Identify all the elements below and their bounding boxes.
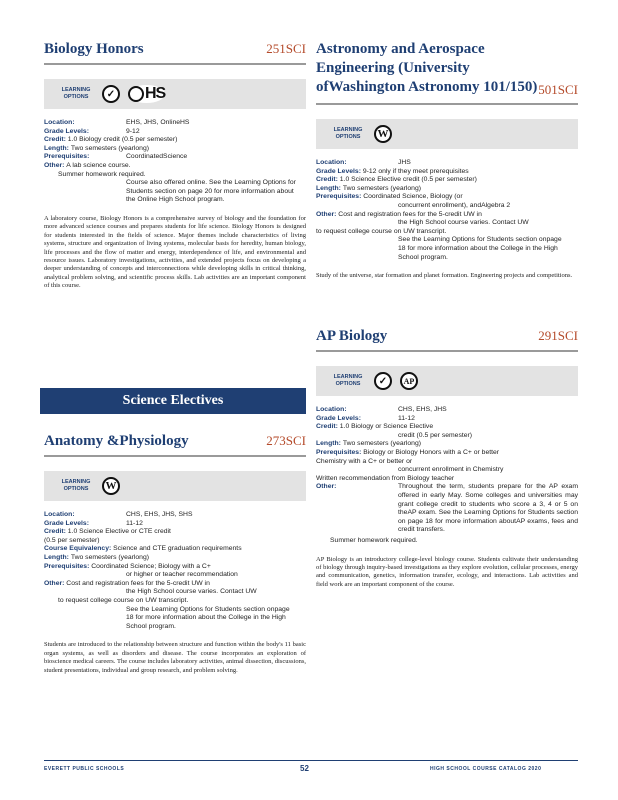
- course-info: Location: EHS, JHS, OnlineHS Grade Levels: 9-12 Credit: 1.0 Biology credit (0.5 per semester) Length: Two semesters (yearlong) Prerequisites: CoordinatedScience Other: A lab science course. Summer homework required. Course also offered online. See the Learning Options for Students section on page 20 for more information about the Online High School program.: [44, 119, 296, 204]
- certificate-icon: ✓: [102, 85, 120, 103]
- learning-options-box: [44, 471, 306, 501]
- course-title: Biology Honors: [44, 41, 144, 57]
- learning-options-box: [44, 79, 306, 109]
- course-info: Location: CHS, EHS, JHS Grade Levels: 11-12 Credit: 1.0 Biology or Science Elective credit (0.5 per semester) Length: Two semesters (yearlong) Prerequisites: Biology or Biology Honors with a C+ or better Chemistry with a C+ or better or concurrent enrollment in Chemistry Written recommendation from Biology teacher Other: Throughout the term, students prepare for the AP exam offered in early May. Some colleges and universities may grant college credit to students who score a 3, 4 or 5 on theAP exam. See the Learning Options for Students section on page 18 for more information aboutAP exams, fees and credit transfers. Summer homework required.: [316, 406, 578, 544]
- course-description: Study of the universe, star formation and planet formation. Engineering projects and competitions.: [316, 272, 573, 280]
- learning-options-label: LEARNING OPTIONS: [333, 374, 363, 387]
- course-info: Location: CHS, EHS, JHS, SHS Grade Levels: 11-12 Credit: 1.0 Science Elective or CTE credit (0.5 per semester) Course Equivalency: Science and CTE graduation requirements Length: Two semesters (yearlong) Prerequisites: Coordinated Science; Biology with a C+ or higher or teacher recommendation Other: Cost and registration fees for the 5-credit UW in the High School course varies. Contact UW to request college course on UW transcript. See the Learning Options for Students section onpage 18 for more information about the College in the High School program.: [44, 511, 290, 630]
- title-divider: [316, 103, 578, 105]
- course-biology-honors: [44, 40, 306, 291]
- course-description: AP Biology is an introductory college-level biology course. Students cultivate their understanding of biology through inquiry-based investigations as they explore evolution, cellular processes, energy and communication, genetics, information transfer, ecology, and interactions. Lab activities and field work are an important component of the course.: [316, 555, 578, 588]
- course-astronomy: [316, 40, 578, 281]
- learning-options-box: [316, 119, 578, 149]
- footer-left: EVERETT PUBLIC SCHOOLS: [44, 766, 125, 772]
- course-code: 273SCI: [266, 433, 306, 448]
- learning-options-label: LEARNING OPTIONS: [61, 87, 91, 100]
- ap-icon: AP: [400, 372, 418, 390]
- course-code: 501SCI: [538, 82, 578, 97]
- section-banner: Science Electives: [40, 388, 306, 414]
- course-anatomy-physiology: [44, 432, 306, 675]
- course-ap-biology: [316, 327, 578, 589]
- course-title: AP Biology: [316, 328, 388, 344]
- footer-right: HIGH SCHOOL COURSE CATALOG 2020: [430, 766, 542, 772]
- online-hs-icon: HS: [128, 85, 165, 103]
- course-code: 251SCI: [266, 41, 306, 56]
- uw-icon: W: [374, 125, 392, 143]
- course-description: Students are introduced to the relationship between structure and function within the body's 11 basic organ systems, as well as disorders and disease. The course incorporates an exploration of bioscience medical careers. The course includes laboratory activities, animal dissection, discussions, student presentations, individual and group research, and problem solving.: [44, 641, 306, 674]
- learning-options-label: LEARNING OPTIONS: [333, 127, 363, 140]
- learning-options-box: [316, 366, 578, 396]
- footer-divider: [44, 760, 578, 761]
- course-title: Astronomy and Aerospace Engineering (University ofWashington Astronomy 101/150): [316, 41, 538, 95]
- course-title: Anatomy &Physiology: [44, 433, 189, 449]
- title-divider: [316, 350, 578, 352]
- course-code: 291SCI: [538, 328, 578, 343]
- uw-icon: W: [102, 477, 120, 495]
- title-divider: [44, 455, 306, 457]
- page-number: 52: [300, 764, 309, 773]
- certificate-icon: ✓: [374, 372, 392, 390]
- learning-options-label: LEARNING OPTIONS: [61, 479, 91, 492]
- course-info: Location: JHS Grade Levels: 9-12 only if they meet prerequisites Credit: 1.0 Science Elective credit (0.5 per semester) Length: Two semesters (yearlong) Prerequisites: Coordinated Science, Biology (or concurrent enrollment), andAlgebra 2 Other: Cost and registration fees for the 5-credit UW in the High School course varies. Contact UW to request college course on UW transcript. See the Learning Options for Students section onpage 18 for more information about the College in the High School program.: [316, 159, 562, 261]
- title-divider: [44, 63, 306, 65]
- course-description: A laboratory course, Biology Honors is a comprehensive survey of biology and the foundation for more advanced science courses and prepares students for life science. Biology Honors is designed for students interested in the fields of science. Major themes include characteristics of living systems, structure and organization of living systems, molecular basis for heredity, human biology, life processes and the flow of matter and energy, interdependence of life, and environmental and resource issues. Laboratory investigations, activities, and extended projects focus on developing a deeper understanding of concepts and interconnections while developing skills in critical thinking, analytical problem solving, and scientific process skills. Lab activities are an important component of this course.: [44, 214, 306, 290]
